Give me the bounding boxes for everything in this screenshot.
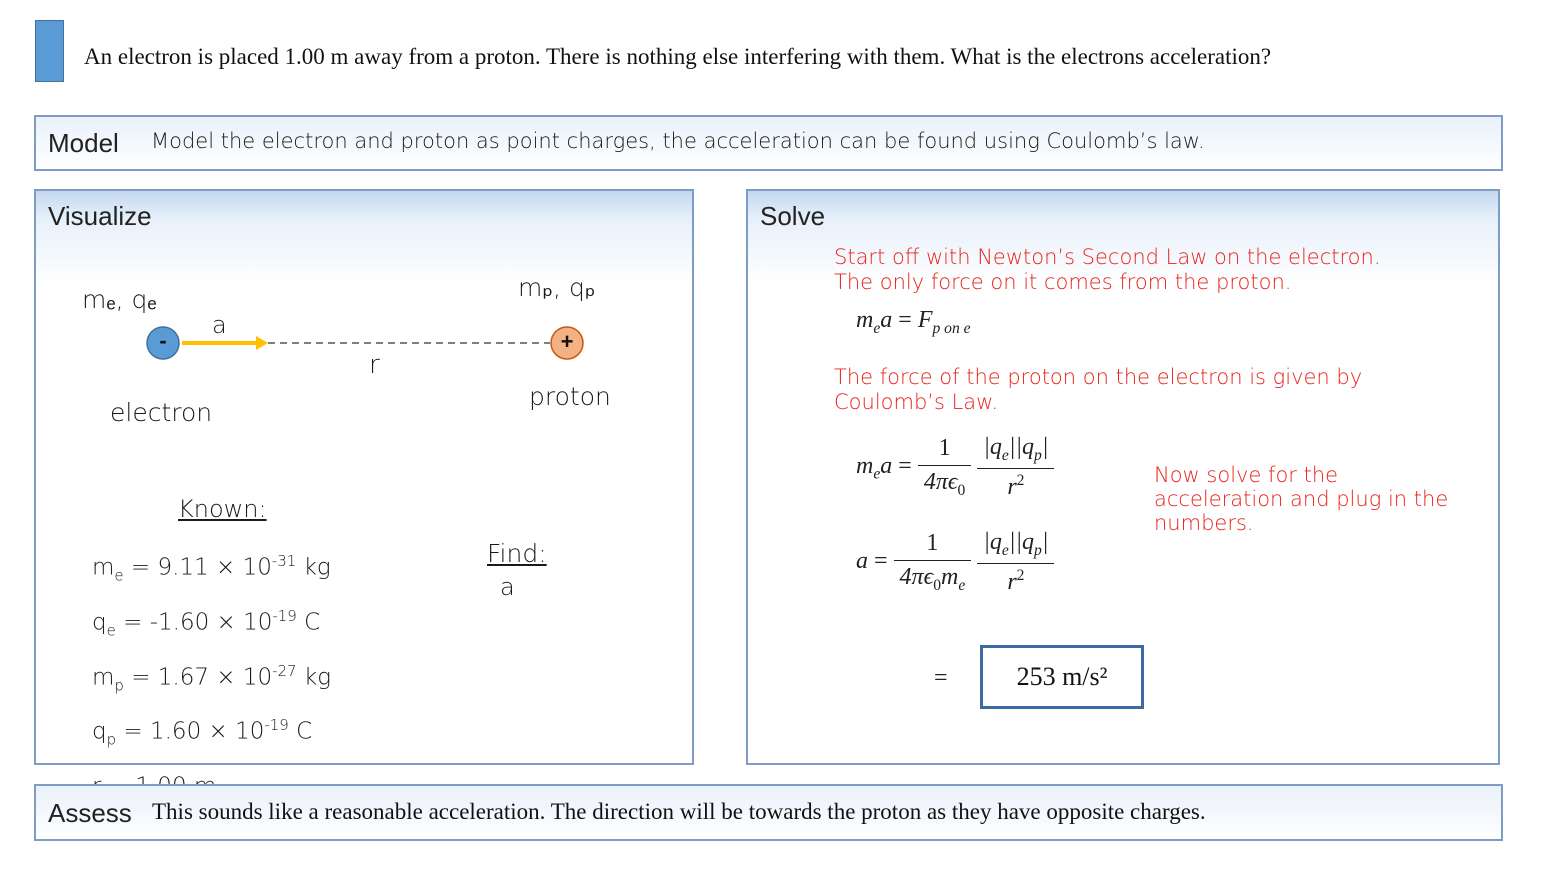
visualize-panel (34, 189, 694, 765)
electron-label: electron (110, 398, 213, 427)
acceleration-arrowhead (256, 336, 268, 350)
newton-note: Start off with Newton’s Second Law on the electron. The only force on it comes from the proton. (834, 245, 1381, 294)
acceleration-label: a (212, 311, 227, 339)
visualize-title: Visualize (48, 201, 152, 231)
solve-title: Solve (760, 201, 826, 231)
known-row: $m_e = 9.11 \times 10^{-31}$ kg (92, 552, 331, 585)
assess-text: This sounds like a reasonable acceleration. The direction will be towards the proton as they have opposite charges. (152, 799, 1206, 824)
find-title: Find: (487, 539, 547, 568)
answer-box: 253 m/s² (980, 645, 1144, 709)
question-text: An electron is placed 1.00 m away from a proton. There is nothing else interfering with them. What is the electrons acceleration? (84, 44, 1272, 69)
find-value: a (500, 573, 515, 601)
acceleration-equation: a = $\frac{1}{4\pi\epsilon_0m_e}$ $\frac{|q_e||q_p|}{r^2}$ (856, 529, 1054, 596)
proton-sign: + (560, 329, 574, 354)
model-title: Model (48, 128, 119, 158)
model-text: Model the electron and proton as point charges, the acceleration can be found using Coulomb’s law. (151, 129, 1205, 153)
newton-equation: $m_ea = F_{p on e}$ (856, 307, 971, 337)
known-row: $q_p = 1.60 \times 10^{-19}$ C (92, 716, 313, 749)
equals-sign: = (934, 665, 948, 691)
distance-label: r (369, 350, 380, 380)
electron-symbols: mₑ, qₑ (82, 285, 157, 314)
coulomb-equation: $m_ea$ = $\frac{1}{4\pi\epsilon_0}$ $\frac{|q_e||q_p|}{r^2}$ (856, 434, 1054, 501)
known-title: Known: (178, 495, 267, 523)
assess-panel (34, 784, 1503, 841)
proton-label: proton (529, 382, 611, 411)
electron-sign: - (159, 328, 167, 353)
known-row: $m_p = 1.67 \times 10^{-27}$ kg (92, 661, 331, 694)
slide-tag (35, 20, 64, 82)
known-list (92, 541, 331, 815)
known-row: $q_e = -1.60 \times 10^{-19}$ C (92, 606, 321, 639)
model-panel (34, 115, 1503, 171)
coulomb-note: The force of the proton on the electron is given by Coulomb’s Law. (834, 365, 1363, 414)
solve-note: Now solve for the acceleration and plug in the numbers. (1154, 463, 1449, 535)
assess-title: Assess (48, 798, 132, 828)
proton-symbols: mₚ, qₚ (518, 273, 596, 302)
